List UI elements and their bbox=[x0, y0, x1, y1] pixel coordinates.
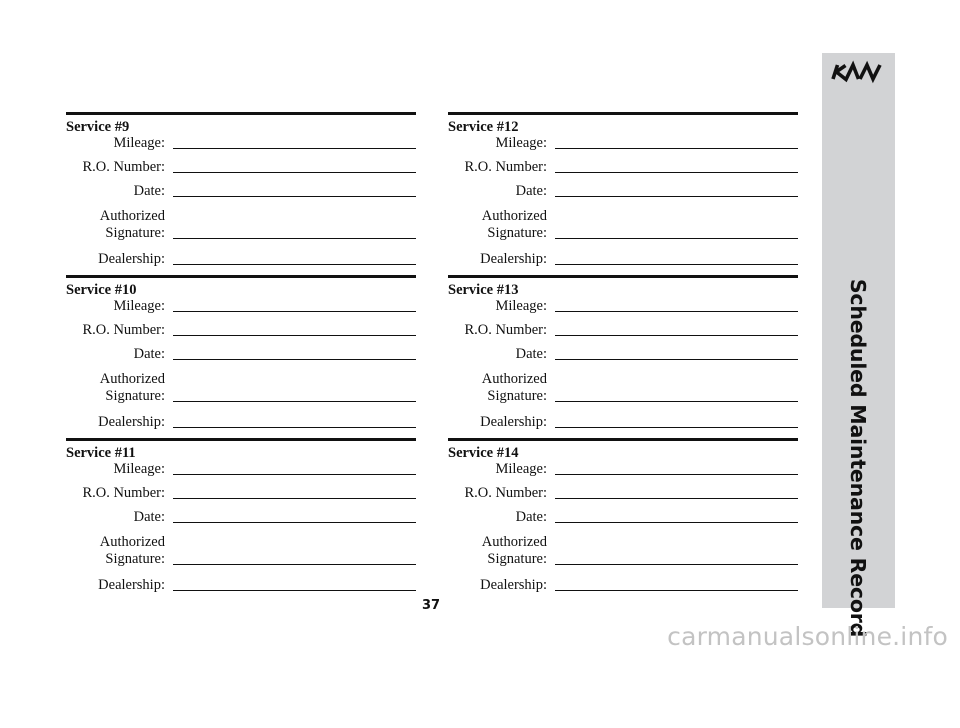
mileage-label: Mileage: bbox=[495, 298, 547, 314]
dealership-line[interactable] bbox=[555, 264, 798, 265]
signature-line[interactable] bbox=[555, 238, 798, 239]
dealership-label: Dealership: bbox=[480, 577, 547, 593]
mileage-label: Mileage: bbox=[495, 461, 547, 477]
service-title: Service #14 bbox=[448, 445, 519, 461]
date-label: Date: bbox=[133, 509, 165, 525]
service-block bbox=[66, 275, 416, 438]
mileage-label: Mileage: bbox=[113, 298, 165, 314]
date-line[interactable] bbox=[555, 196, 798, 197]
right-column bbox=[448, 112, 798, 601]
ro-number-line[interactable] bbox=[173, 498, 416, 499]
dealership-line[interactable] bbox=[173, 590, 416, 591]
watermark: carmanualsonline.info bbox=[667, 622, 948, 651]
signature-label: Signature: bbox=[105, 388, 165, 404]
section-rule bbox=[66, 112, 416, 115]
dealership-label: Dealership: bbox=[98, 251, 165, 267]
dealership-line[interactable] bbox=[555, 427, 798, 428]
signature-line[interactable] bbox=[555, 564, 798, 565]
section-rule bbox=[448, 112, 798, 115]
signature-label: Signature: bbox=[487, 225, 547, 241]
service-title: Service #9 bbox=[66, 119, 130, 135]
date-label: Date: bbox=[133, 346, 165, 362]
ro-number-line[interactable] bbox=[173, 172, 416, 173]
ro-number-label: R.O. Number: bbox=[464, 159, 547, 175]
section-rule bbox=[66, 438, 416, 441]
ro-number-label: R.O. Number: bbox=[464, 485, 547, 501]
date-label: Date: bbox=[515, 346, 547, 362]
service-block bbox=[66, 112, 416, 275]
mileage-label: Mileage: bbox=[113, 135, 165, 151]
signature-line[interactable] bbox=[173, 238, 416, 239]
dealership-label: Dealership: bbox=[98, 577, 165, 593]
ro-number-line[interactable] bbox=[555, 498, 798, 499]
dealership-label: Dealership: bbox=[480, 251, 547, 267]
mileage-line[interactable] bbox=[555, 474, 798, 475]
ro-number-line[interactable] bbox=[173, 335, 416, 336]
dealership-line[interactable] bbox=[173, 427, 416, 428]
ro-number-label: R.O. Number: bbox=[464, 322, 547, 338]
date-label: Date: bbox=[515, 509, 547, 525]
service-title: Service #13 bbox=[448, 282, 519, 298]
mileage-label: Mileage: bbox=[113, 461, 165, 477]
signature-line[interactable] bbox=[173, 564, 416, 565]
section-rule bbox=[66, 275, 416, 278]
service-block bbox=[448, 112, 798, 275]
dealership-line[interactable] bbox=[555, 590, 798, 591]
page-number: 37 bbox=[421, 598, 441, 613]
dealership-label: Dealership: bbox=[480, 414, 547, 430]
service-block bbox=[66, 438, 416, 601]
ro-number-label: R.O. Number: bbox=[82, 159, 165, 175]
signature-label: Signature: bbox=[105, 551, 165, 567]
section-sidebar bbox=[822, 53, 895, 638]
service-block bbox=[448, 438, 798, 601]
section-rule bbox=[448, 275, 798, 278]
dealership-line[interactable] bbox=[173, 264, 416, 265]
mileage-line[interactable] bbox=[555, 311, 798, 312]
mileage-line[interactable] bbox=[173, 474, 416, 475]
service-block bbox=[448, 275, 798, 438]
service-title: Service #12 bbox=[448, 119, 519, 135]
date-line[interactable] bbox=[555, 359, 798, 360]
service-title: Service #10 bbox=[66, 282, 137, 298]
service-title: Service #11 bbox=[66, 445, 136, 461]
mileage-label: Mileage: bbox=[495, 135, 547, 151]
date-line[interactable] bbox=[173, 359, 416, 360]
mileage-line[interactable] bbox=[555, 148, 798, 149]
signature-label: Signature: bbox=[487, 388, 547, 404]
section-rule bbox=[448, 438, 798, 441]
date-line[interactable] bbox=[173, 196, 416, 197]
date-line[interactable] bbox=[555, 522, 798, 523]
mileage-line[interactable] bbox=[173, 311, 416, 312]
authorized-label: Authorized bbox=[481, 534, 547, 550]
mileage-line[interactable] bbox=[173, 148, 416, 149]
section-title: Scheduled Maintenance Record bbox=[846, 278, 870, 638]
authorized-label: Authorized bbox=[99, 208, 165, 224]
authorized-label: Authorized bbox=[481, 208, 547, 224]
dealership-label: Dealership: bbox=[98, 414, 165, 430]
signature-label: Signature: bbox=[105, 225, 165, 241]
left-column bbox=[66, 112, 416, 601]
ro-number-line[interactable] bbox=[555, 335, 798, 336]
authorized-label: Authorized bbox=[99, 371, 165, 387]
date-label: Date: bbox=[515, 183, 547, 199]
ro-number-line[interactable] bbox=[555, 172, 798, 173]
date-label: Date: bbox=[133, 183, 165, 199]
signature-label: Signature: bbox=[487, 551, 547, 567]
ro-number-label: R.O. Number: bbox=[82, 485, 165, 501]
authorized-label: Authorized bbox=[481, 371, 547, 387]
kia-logo-icon bbox=[827, 58, 890, 86]
signature-line[interactable] bbox=[173, 401, 416, 402]
date-line[interactable] bbox=[173, 522, 416, 523]
authorized-label: Authorized bbox=[99, 534, 165, 550]
ro-number-label: R.O. Number: bbox=[82, 322, 165, 338]
signature-line[interactable] bbox=[555, 401, 798, 402]
